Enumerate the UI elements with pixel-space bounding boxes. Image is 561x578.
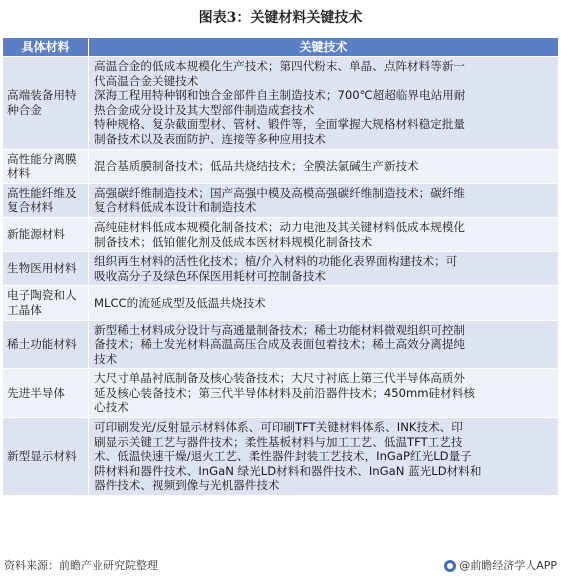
material-cell: 高端装备用特种合金 [3, 57, 89, 150]
technology-cell [89, 369, 559, 418]
watermark [444, 556, 557, 576]
technology-cell [89, 217, 559, 251]
technology-line: 吸收高分子及绿色环保医用耗材可控制备技术 [94, 268, 326, 283]
technology-line: 高温合金的低成本规模化生产技术；第四代粉末、单晶、点阵材料等新一 [94, 59, 466, 73]
technology-line: 代高温合金关键技术 [94, 73, 199, 88]
table-row [3, 149, 559, 183]
technology-line: 制备技术以及表面防护、连接等多种应用技术 [94, 131, 326, 146]
material-cell: 稀土功能材料 [3, 320, 89, 369]
table-row [3, 183, 559, 217]
brand-logo-icon [444, 560, 456, 572]
material-cell: 高性能纤维及复合材料 [3, 183, 89, 217]
table-row [3, 286, 559, 320]
technology-line: 热合金成分设计及其大型部件制造成套技术 [94, 102, 315, 117]
material-cell: 新型显示材料 [3, 418, 89, 496]
technology-line: 备技术；稀土发光材料高温高压合成及表面包着技术；稀土高效分离提纯 [94, 337, 466, 352]
material-cell: 生物医用材料 [3, 252, 89, 286]
figure-title: 图表3：关键材料关键技术 [198, 10, 363, 26]
technology-cell [89, 320, 559, 369]
technology-line: 心技术 [94, 400, 129, 415]
table-row [3, 57, 559, 150]
technology-line: MLCC的流延成型及低温共烧技术 [94, 295, 266, 310]
watermark-text: @前瞻经济学人APP [459, 559, 557, 572]
table-row [3, 252, 559, 286]
technology-line: 延及核心装备技术；第三代半导体材料及前沿器件技术；450mm硅材料核 [94, 385, 475, 400]
table-body [3, 57, 559, 496]
technology-line: 阱材料和器件技术、InGaN 绿光LD材料和器件技术、InGaN 蓝光LD材料和 [94, 463, 482, 478]
technology-line: 特种规格、复杂截面型材、管材、锻件等，全面掌握大规格材料稳定批量 [94, 117, 466, 132]
technology-cell [89, 57, 559, 150]
table-row [3, 217, 559, 251]
table-row [3, 418, 559, 496]
technology-line: 复合材料低成本设计和制造技术 [94, 200, 257, 215]
table-row [3, 320, 559, 369]
material-cell: 先进半导体 [3, 369, 89, 418]
table-header-row [3, 38, 559, 57]
footer [0, 556, 561, 576]
technology-line: 术、低温快速干燥/退火工艺、柔性器件封装工艺技术，InGaP红光LD量子 [94, 449, 472, 464]
header-technology: 关键技术 [89, 38, 559, 57]
technology-cell [89, 149, 559, 183]
technology-line: 深海工程用特种钢和蚀合金部件自主制造技术；700℃超超临界电站用耐 [94, 88, 466, 103]
technology-line: 大尺寸单晶衬底制备及核心装备技术；大尺寸衬底上第三代半导体高质外 [94, 371, 466, 386]
materials-table [2, 37, 559, 496]
technology-line: 技术 [94, 351, 118, 366]
header-material: 具体材料 [3, 38, 89, 57]
technology-line: 制备技术；低铂催化剂及低成本医材料规模化制备技术 [94, 234, 373, 249]
technology-cell [89, 286, 559, 320]
technology-line: 器件技术、视频到像与光机器件技术 [94, 478, 280, 493]
material-cell: 高性能分离膜材料 [3, 149, 89, 183]
technology-line: 高纯硅材料低成本规模化制备技术；动力电池及其关键材料低成本规模化 [94, 219, 466, 234]
table-row [3, 369, 559, 418]
technology-line: 混合基质膜制备技术；低品共烧结技术；全膜法氯碱生产新技术 [94, 158, 419, 173]
technology-cell [89, 252, 559, 286]
technology-cell [89, 183, 559, 217]
technology-line: 刷显示关键工艺与器件技术；柔性基板材料与加工工艺、低温TFT工艺技 [94, 434, 463, 449]
technology-line: 新型稀土材料成分设计与高通量制备技术；稀土功能材料微观组织可控制 [94, 322, 466, 337]
material-cell: 新能源材料 [3, 217, 89, 251]
material-cell: 电子陶瓷和人工晶体 [3, 286, 89, 320]
technology-line: 组织再生材料的活性化技术；植/介入材料的功能化表界面构建技术；可 [94, 254, 458, 269]
technology-cell [89, 418, 559, 496]
source-note: 资料来源：前瞻产业研究院整理 [4, 559, 158, 572]
technology-line: 高强碳纤维制造技术；国产高强中模及高模高强碳纤维制造技术；碳纤维 [94, 185, 466, 200]
technology-line: 可印刷发光/反射显示材料体系、可印刷TFT关键材料体系、INK技术、印 [94, 420, 463, 435]
